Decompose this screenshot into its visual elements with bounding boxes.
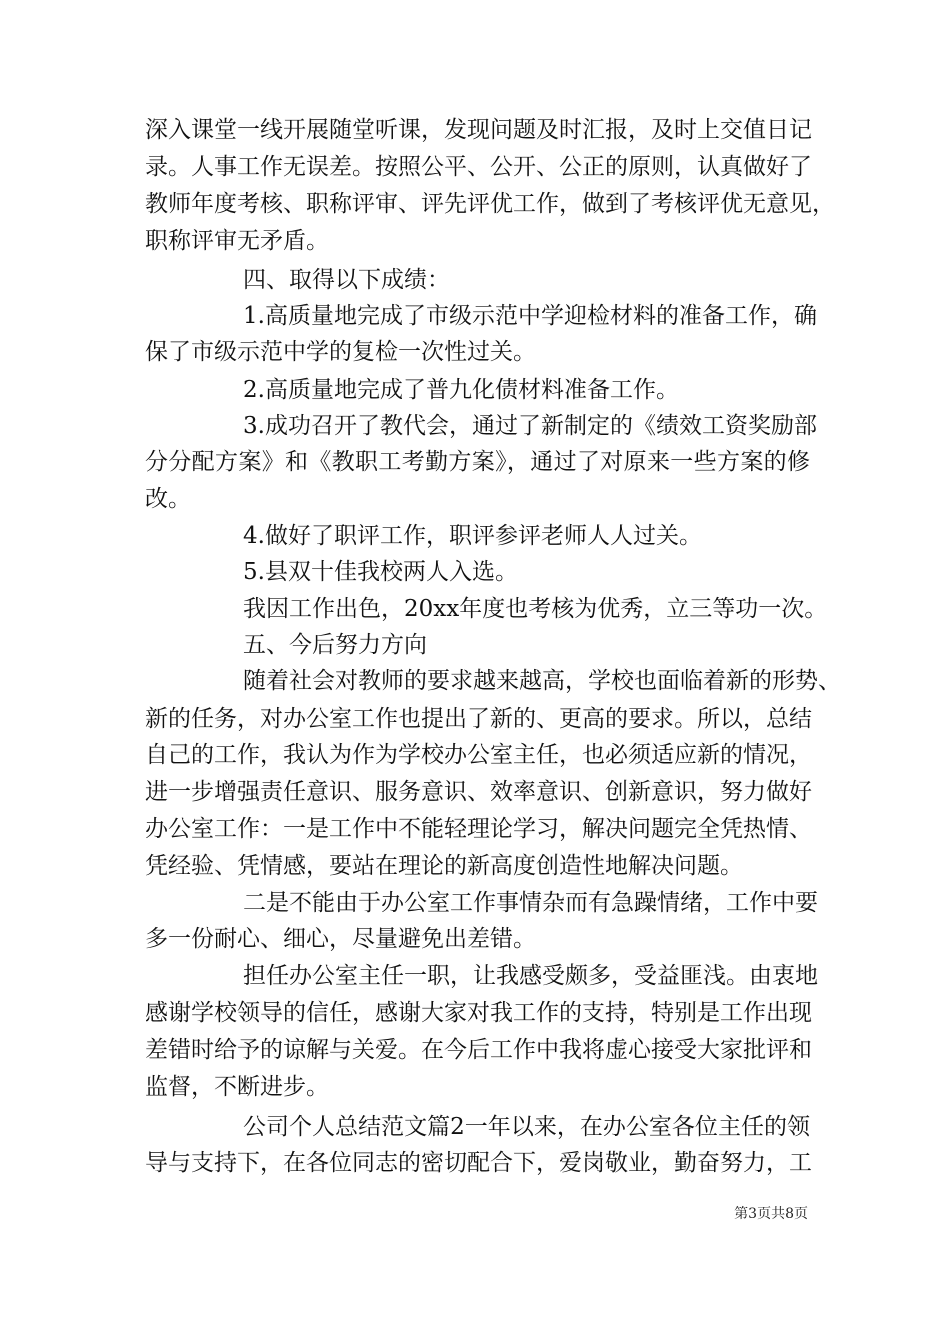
paragraph-line: 分分配方案》和《教职工考勤方案》，通过了对原来一些方案的修	[145, 449, 810, 475]
paragraph-line: 多一份耐心、细心，尽量避免出差错。	[145, 926, 536, 952]
paragraph-line: 五、今后努力方向	[243, 632, 427, 658]
paragraph-line: 教师年度考核、职称评审、评先评优工作，做到了考核评优无意见，	[145, 191, 835, 217]
paragraph-line: 担任办公室主任一职，让我感受颇多，受益匪浅。由衷地	[243, 963, 818, 989]
paragraph-line: 差错时给予的谅解与关爱。在今后工作中我将虚心接受大家批评和	[145, 1037, 812, 1063]
paragraph-line: 公司个人总结范文篇2一年以来，在办公室各位主任的领	[243, 1114, 810, 1140]
paragraph-line: 保了市级示范中学的复检一次性过关。	[145, 339, 536, 365]
paragraph-line: 5.县双十佳我校两人入选。	[243, 559, 518, 585]
paragraph-line: 改。	[145, 486, 191, 512]
paragraph-line: 录。人事工作无误差。按照公平、公开、公正的原则，认真做好了	[145, 154, 812, 180]
paragraph-line: 3.成功召开了教代会，通过了新制定的《绩效工资奖励部	[243, 413, 817, 439]
paragraph-line: 2.高质量地完成了普九化债材料准备工作。	[243, 377, 679, 403]
paragraph-line: 凭经验、凭情感，要站在理论的新高度创造性地解决问题。	[145, 853, 743, 879]
paragraph-line: 1.高质量地完成了市级示范中学迎检材料的准备工作，确	[243, 303, 817, 329]
paragraph-line: 监督，不断进步。	[145, 1074, 329, 1100]
paragraph-line: 二是不能由于办公室工作事情杂而有急躁情绪，工作中要	[243, 890, 818, 916]
paragraph-line: 感谢学校领导的信任，感谢大家对我工作的支持，特别是工作出现	[145, 1000, 812, 1026]
paragraph-line: 深入课堂一线开展随堂听课，发现问题及时汇报，及时上交值日记	[145, 117, 812, 143]
paragraph-line: 4.做好了职评工作，职评参评老师人人过关。	[243, 523, 702, 549]
paragraph-line: 职称评审无矛盾。	[145, 228, 329, 254]
paragraph-line: 进一步增强责任意识、服务意识、效率意识、创新意识，努力做好	[145, 779, 812, 805]
paragraph-line: 办公室工作：一是工作中不能轻理论学习，解决问题完全凭热情、	[145, 816, 812, 842]
paragraph-line: 导与支持下，在各位同志的密切配合下，爱岗敬业，勤奋努力，工	[145, 1150, 812, 1176]
paragraph-line: 四、取得以下成绩：	[243, 267, 450, 293]
paragraph-line: 自己的工作，我认为作为学校办公室主任，也必须适应新的情况，	[145, 742, 812, 768]
page-number-footer: 第3页共8页	[734, 1206, 808, 1222]
paragraph-line: 我因工作出色，20xx年度也考核为优秀，立三等功一次。	[243, 596, 828, 622]
paragraph-line: 新的任务，对办公室工作也提出了新的、更高的要求。所以，总结	[145, 706, 812, 732]
paragraph-line: 随着社会对教师的要求越来越高，学校也面临着新的形势、	[243, 668, 841, 694]
